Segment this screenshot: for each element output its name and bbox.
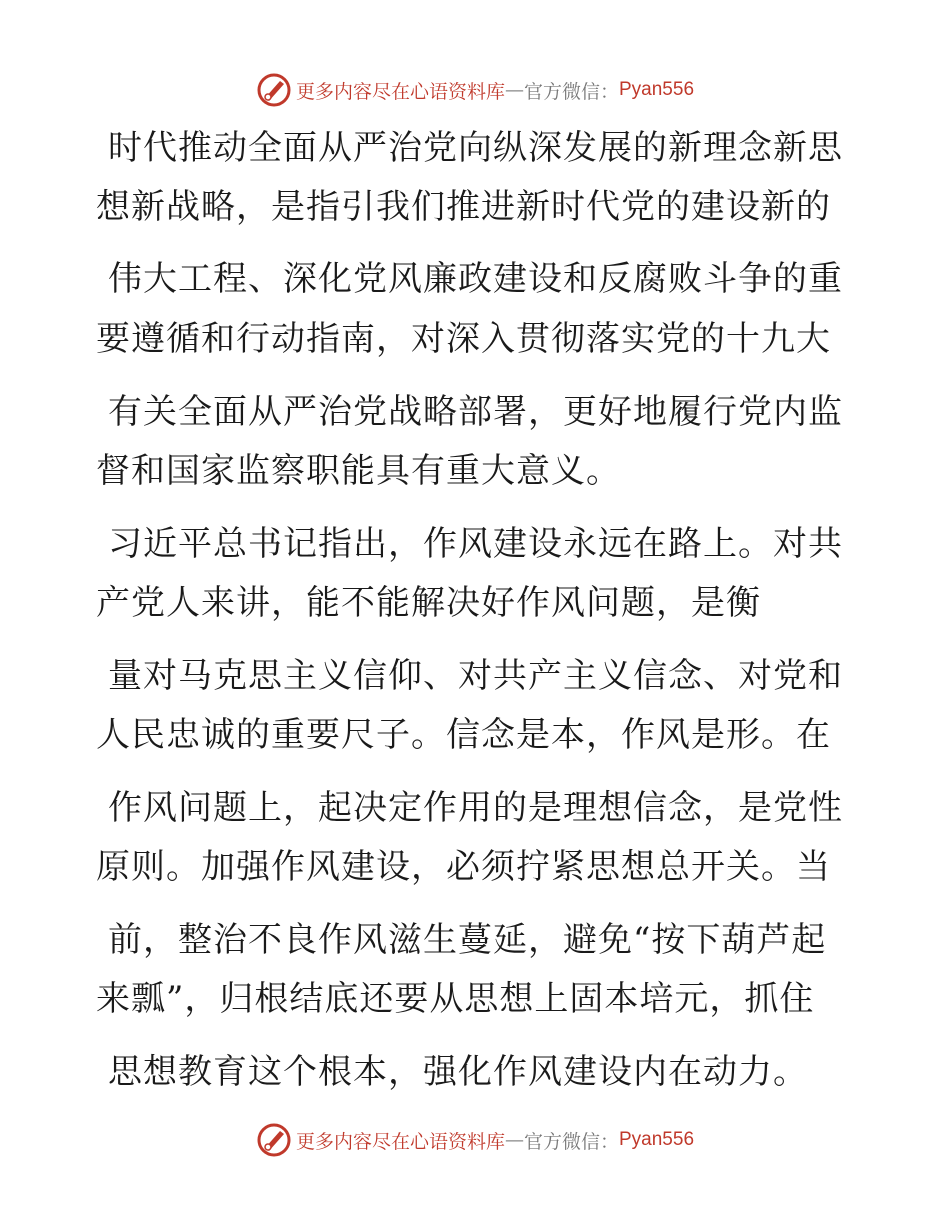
watermark-dash: — — [504, 79, 524, 101]
watermark-handle: Pyan556 — [619, 79, 695, 100]
footer-watermark — [0, 1120, 950, 1160]
body-line: 有关全面从严治党战略部署，更好地履行党内监 — [108, 392, 843, 432]
red-seal-logo-icon — [256, 1122, 292, 1158]
body-line: 量对马克思主义信仰、对共产主义信念、对党和 — [108, 656, 843, 696]
body-line: 督和国家监察职能具有重大意义。 — [96, 451, 621, 491]
body-line: 想新战略，是指引我们推进新时代党的建设新的 — [96, 187, 831, 227]
body-line: 思想教育这个根本，强化作风建设内在动力。 — [108, 1052, 808, 1092]
body-line: 习近平总书记指出，作风建设永远在路上。对共 — [108, 524, 843, 564]
body-line: 产党人来讲，能不能解决好作风问题，是衡 — [96, 583, 761, 623]
body-line: 原则。加强作风建设，必须拧紧思想总开关。当 — [96, 847, 831, 887]
body-line: 人民忠诚的重要尺子。信念是本，作风是形。在 — [96, 715, 831, 755]
body-line: 要遵循和行动指南，对深入贯彻落实党的十九大 — [96, 319, 831, 359]
watermark-text: 更多内容尽在心语资料库 — [295, 1130, 505, 1153]
watermark-wechat-label: 官方微信： — [523, 80, 619, 103]
body-line: 时代推动全面从严治党向纵深发展的新理念新思 — [108, 128, 843, 168]
body-line: 前，整治不良作风滋生蔓延，避免“按下葫芦起 — [108, 920, 827, 960]
watermark-text: 更多内容尽在心语资料库 — [295, 80, 505, 103]
body-line: 来瓢”，归根结底还要从思想上固本培元，抓住 — [96, 979, 815, 1019]
body-line: 伟大工程、深化党风廉政建设和反腐败斗争的重 — [108, 259, 843, 299]
body-line: 作风问题上，起决定作用的是理想信念，是党性 — [108, 788, 843, 828]
watermark-handle: Pyan556 — [619, 1129, 695, 1150]
watermark-wechat-label: 官方微信： — [523, 1130, 619, 1153]
watermark-dash: — — [504, 1129, 524, 1151]
